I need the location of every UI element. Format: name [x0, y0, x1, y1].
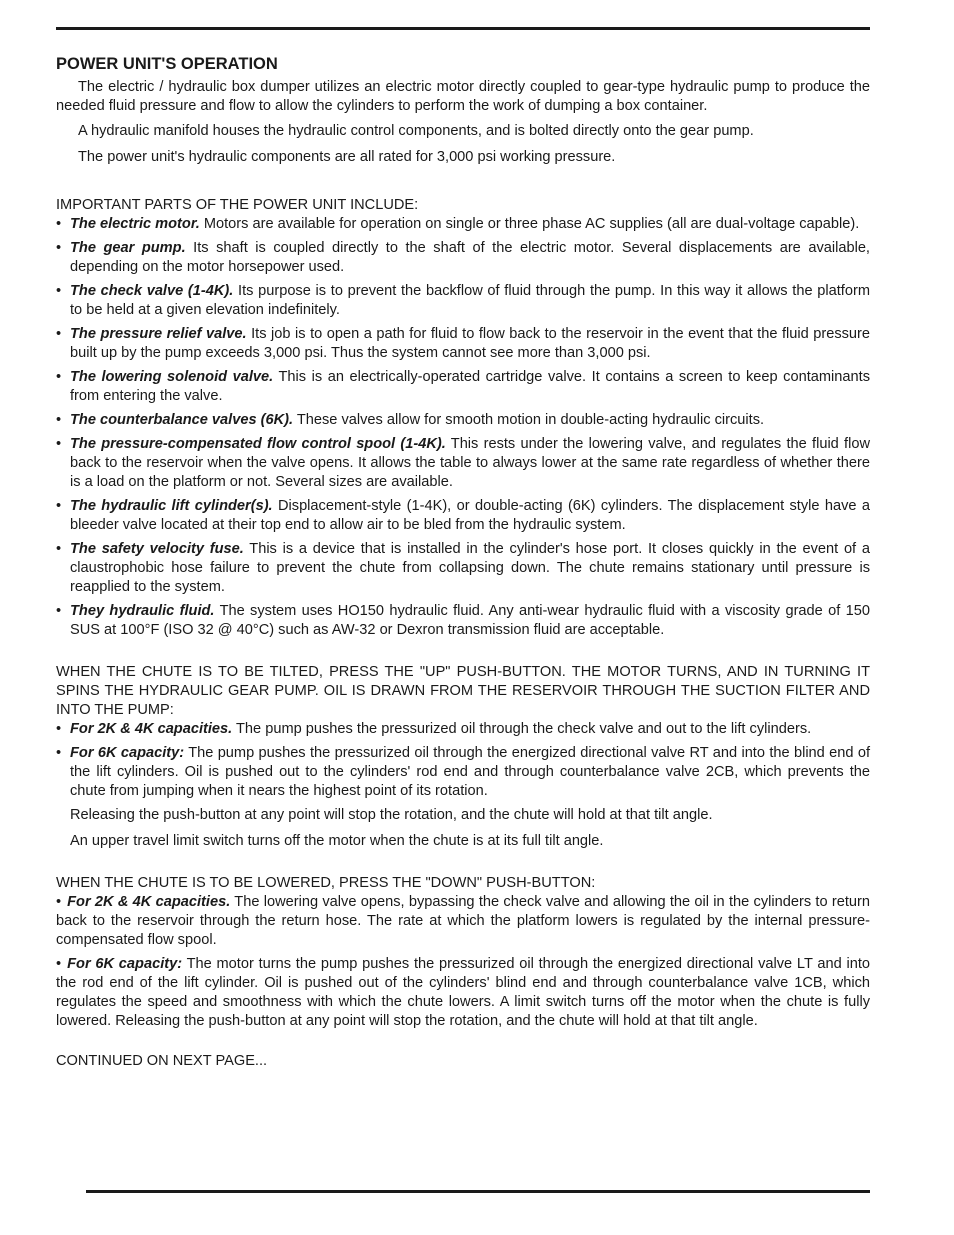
list-item	[56, 215, 870, 234]
list-item	[56, 893, 870, 950]
intro-paragraph-1: The electric / hydraulic box dumper utilizes an electric motor directly coupled to gear-type hydraulic pump to produce the needed fluid pressure and flow to allow the cylinders to perform the work of dumping a box container.	[56, 79, 870, 114]
term: The lowering solenoid valve.	[70, 369, 274, 385]
description: These valves allow for smooth motion in double-acting hydraulic circuits.	[293, 412, 765, 428]
document-body	[56, 53, 870, 1071]
list-item	[56, 497, 870, 535]
lower-heading: WHEN THE CHUTE IS TO BE LOWERED, PRESS THE "DOWN" PUSH-BUTTON:	[56, 875, 596, 891]
list-item	[56, 411, 870, 430]
list-item	[56, 239, 870, 277]
intro-paragraph-2: A hydraulic manifold houses the hydraulic control components, and is bolted directly onto the gear pump.	[78, 123, 754, 139]
list-item	[56, 435, 870, 492]
description: This rests under the lowering valve, and regulates the fluid flow back to the reservoir when the valve opens. It allows the table to always lower at the same rate regardless of whether there is a load on the platform or not. Several sizes are available.	[70, 436, 871, 490]
description: This is a device that is installed in the cylinder's hose port. It closes quickly in the event of a claustrophobic hose failure to prevent the chute from collapsing down. The chute remains stationary until pressure is reapplied to the system.	[70, 541, 870, 595]
continued-note: CONTINUED ON NEXT PAGE...	[56, 1053, 268, 1069]
list-item	[56, 720, 870, 739]
list-item	[56, 368, 870, 406]
description: The pump pushes the pressurized oil through the check valve and out to the lift cylinders.	[232, 721, 812, 737]
list-item	[56, 325, 870, 363]
parts-list	[56, 215, 870, 640]
description: Its job is to open a path for fluid to flow back to the reservoir in the event that the fluid pressure built up by the pump exceeds 3,000 psi. Thus the system cannot see more than 3,000 psi.	[70, 326, 871, 361]
term: For 6K capacity:	[70, 745, 185, 761]
list-item	[56, 282, 870, 320]
description: The motor turns the pump pushes the pressurized oil through the energized directional valve LT and into the rod end of the lift cylinder. Oil is pushed out of the cylinders' blind end and through counterbalance valve 1CB, which regulates the speed and smoothness with which the chute lowers. A limit switch turns off the motor when the chute is fully lowered. Releasing the push-button at any point will stop the rotation, and the chute will hold at that tilt angle.	[56, 956, 871, 1029]
description: This is an electrically-operated cartridge valve. It contains a screen to keep contaminants from entering the valve.	[70, 369, 870, 404]
term: The pressure-compensated flow control spool (1-4K).	[70, 436, 446, 452]
description: The system uses HO150 hydraulic fluid. Any anti-wear hydraulic fluid with a viscosity grade of 150 SUS at 100°F (ISO 32 @ 40°C) such as AW-32 or Dexron transmission fluid are acceptable.	[70, 603, 870, 638]
description: Its purpose is to prevent the backflow of fluid through the pump. In this way it allows the platform to be held at a given elevation indefinitely.	[70, 283, 870, 318]
term: The pressure relief valve.	[70, 326, 247, 342]
description: The pump pushes the pressurized oil through the energized directional valve RT and into the blind end of the lift cylinders. Oil is pushed out to the cylinders' rod end and through counterbalance valve 2CB, which prevents the chute from jumping when it nears the highest point of its rotation.	[70, 745, 870, 799]
term: The counterbalance valves (6K).	[70, 412, 294, 428]
description: The lowering valve opens, bypassing the check valve and allowing the oil in the cylinders to return back to the reservoir through the return hose. The rate at which the platform lowers is regulated by the internal pressure-compensated flow spool.	[56, 894, 870, 948]
term: The electric motor.	[70, 216, 200, 232]
section-title: POWER UNIT'S OPERATION	[56, 55, 278, 73]
list-item	[56, 955, 870, 1031]
list-item	[56, 602, 870, 640]
term: They hydraulic fluid.	[70, 603, 215, 619]
term: The hydraulic lift cylinder(s).	[70, 498, 273, 514]
tilt-note-1: Releasing the push-button at any point will stop the rotation, and the chute will hold at that tilt angle.	[70, 807, 713, 823]
term: The gear pump.	[70, 240, 186, 256]
intro-paragraph-3: The power unit's hydraulic components are all rated for 3,000 psi working pressure.	[78, 149, 616, 165]
list-item	[56, 744, 870, 801]
list-item	[56, 540, 870, 597]
tilt-note-2: An upper travel limit switch turns off the motor when the chute is at its full tilt angle.	[70, 833, 604, 849]
tilt-list	[56, 720, 870, 801]
bottom-rule	[86, 1190, 870, 1193]
term: The safety velocity fuse.	[70, 541, 244, 557]
term: For 6K capacity:	[67, 956, 183, 972]
lower-list	[56, 893, 870, 1031]
description: Motors are available for operation on single or three phase AC supplies (all are dual-voltage capable).	[199, 216, 860, 232]
top-rule	[56, 27, 870, 30]
description: Displacement-style (1-4K), or double-acting (6K) cylinders. The displacement style have a bleeder valve located at their top end to allow air to be bled from the hydraulic system.	[70, 498, 870, 533]
tilt-heading: WHEN THE CHUTE IS TO BE TILTED, PRESS THE "UP" PUSH-BUTTON. THE MOTOR TURNS, AND IN TURNING IT SPINS THE HYDRAULIC GEAR PUMP. OIL IS DRAWN FROM THE RESERVOIR THROUGH THE SUCTION FILTER AND INTO THE PUMP:	[56, 664, 870, 718]
term: The check valve (1-4K).	[70, 283, 234, 299]
description: Its shaft is coupled directly to the shaft of the electric motor. Several displacements are available, depending on the motor horsepower used.	[70, 240, 870, 275]
term: For 2K & 4K capacities.	[67, 894, 231, 910]
term: For 2K & 4K capacities.	[70, 721, 233, 737]
parts-heading: IMPORTANT PARTS OF THE POWER UNIT INCLUDE:	[56, 197, 419, 213]
